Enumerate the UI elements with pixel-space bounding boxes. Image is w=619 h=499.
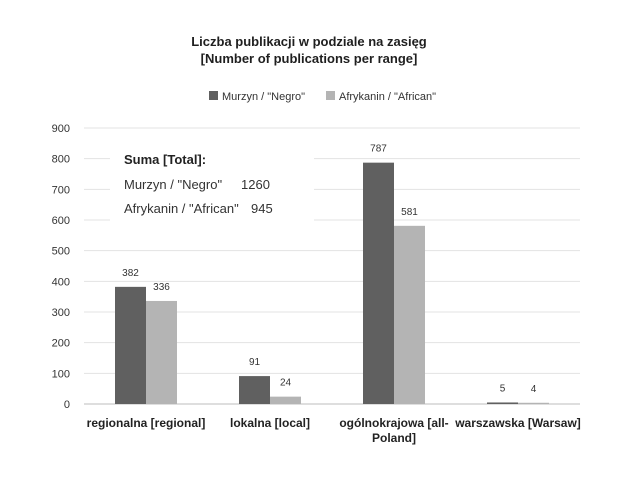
totals-row-label-1: Murzyn / "Negro" [124, 177, 223, 192]
y-tick-label-700: 700 [51, 184, 70, 197]
chart-subtitle: [Number of publications per range] [200, 51, 418, 66]
y-tick-label-400: 400 [51, 276, 70, 289]
totals-row-value-1: 1260 [241, 177, 270, 192]
legend-label-series-1: Murzyn / "Negro" [222, 91, 305, 103]
data-label-series-1-cat-2: 91 [248, 357, 261, 369]
bar-series-2-cat-2 [270, 397, 301, 404]
data-label-series-1-cat-3: 787 [370, 143, 387, 155]
legend-label-series-2: Afrykanin / "African" [339, 91, 437, 103]
legend-swatch-series-1 [209, 91, 218, 100]
data-label-series-2-cat-4: 4 [530, 383, 537, 395]
bar-series-1-cat-1 [115, 287, 146, 404]
x-tick-label-3: ogólnokrajowa [all- [339, 416, 449, 430]
y-tick-label-900: 900 [51, 123, 70, 135]
y-tick-label-600: 600 [51, 215, 70, 227]
bar-series-1-cat-4 [487, 402, 518, 404]
bar-series-1-cat-3 [363, 163, 394, 404]
y-tick-label-200: 200 [51, 337, 70, 350]
y-axis [52, 123, 70, 411]
y-tick-label-300: 300 [51, 307, 70, 319]
x-axis [87, 416, 581, 445]
y-tick-label-500: 500 [51, 245, 70, 258]
x-tick-label-1: regionalna [regional] [86, 416, 206, 430]
chart-title: Liczba publikacji w podziale na zasięg [191, 34, 427, 49]
y-tick-label-0: 0 [63, 399, 70, 411]
totals-title: Suma [Total]: [124, 152, 207, 167]
data-label-series-1-cat-4: 5 [499, 383, 506, 395]
x-tick-label-2: lokalna [local] [229, 416, 311, 430]
x-tick-label-4: warszawska [Warsaw] [455, 416, 581, 430]
y-tick-label-100: 100 [51, 368, 70, 381]
y-tick-label-800: 800 [51, 153, 70, 166]
bar-series-1-cat-2 [239, 376, 270, 404]
x-tick-label-3-line-2: Poland] [372, 431, 416, 445]
totals-row-label-2: Afrykanin / "African" [124, 201, 239, 216]
bar-series-2-cat-3 [394, 226, 425, 404]
data-label-series-1-cat-1: 382 [122, 267, 139, 279]
totals-annotation [110, 142, 314, 226]
bar-series-2-cat-4 [518, 403, 549, 404]
bar-series-2-cat-1 [146, 301, 177, 404]
data-label-series-2-cat-3: 581 [401, 206, 418, 218]
data-label-series-2-cat-2: 24 [279, 377, 292, 389]
legend-swatch-series-2 [326, 91, 335, 100]
legend [209, 91, 436, 103]
totals-row-value-2: 945 [251, 201, 273, 216]
data-label-series-2-cat-1: 336 [153, 281, 170, 293]
